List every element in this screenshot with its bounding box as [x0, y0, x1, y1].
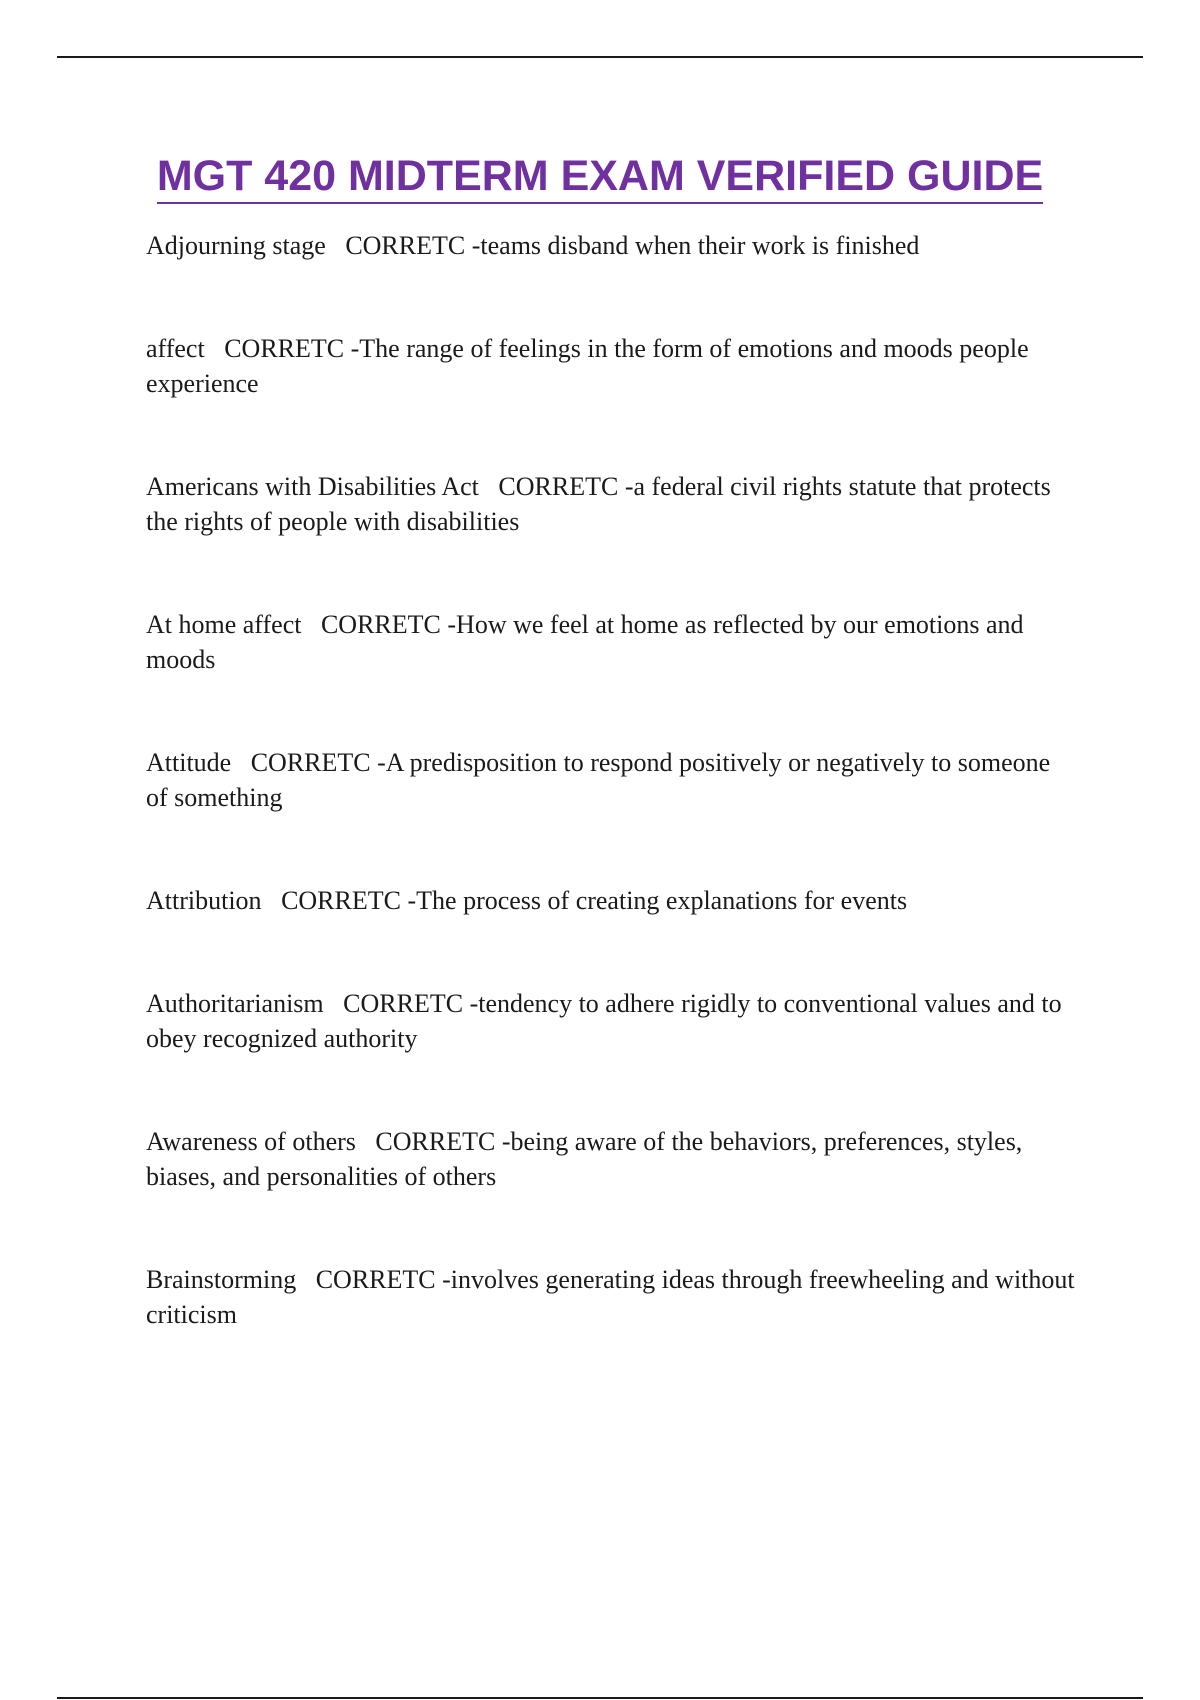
entry-marker: CORRETC — [250, 748, 371, 777]
entry-marker: CORRETC — [498, 472, 619, 501]
header-rule — [57, 56, 1143, 58]
entry-term: affect — [146, 334, 205, 363]
glossary-entry — [146, 745, 1076, 815]
entry-term: Attitude — [146, 748, 232, 777]
entry-marker: CORRETC — [320, 610, 441, 639]
entry-term: Americans with Disabilities Act — [146, 472, 479, 501]
entry-marker: CORRETC — [224, 334, 345, 363]
entry-definition: -being aware of the behaviors, preferences, styles, biases, and personalities of others — [146, 1127, 1023, 1191]
entry-marker: CORRETC — [345, 231, 466, 260]
entry-marker: CORRETC — [375, 1127, 496, 1156]
entry-term: Authoritarianism — [146, 989, 324, 1018]
glossary-entry — [146, 607, 1076, 677]
entry-term: Awareness of others — [146, 1127, 356, 1156]
title-container — [0, 150, 1200, 204]
glossary-entry — [146, 883, 1076, 918]
footer-rule — [57, 1697, 1143, 1699]
entry-definition: -How we feel at home as reflected by our emotions and moods — [146, 610, 1024, 674]
entry-term: At home affect — [146, 610, 302, 639]
glossary-entry — [146, 986, 1076, 1056]
entry-marker: CORRETC — [343, 989, 464, 1018]
entry-term: Brainstorming — [146, 1265, 297, 1294]
entry-definition: -involves generating ideas through freewheeling and without criticism — [146, 1265, 1075, 1329]
entry-term: Adjourning stage — [146, 231, 326, 260]
entry-definition: -tendency to adhere rigidly to conventional values and to obey recognized authority — [146, 989, 1062, 1053]
glossary-list — [146, 228, 1076, 1400]
glossary-entry — [146, 1262, 1076, 1332]
entry-definition: -a federal civil rights statute that protects the rights of people with disabilities — [146, 472, 1051, 536]
entry-definition: -A predisposition to respond positively or negatively to someone of something — [146, 748, 1051, 812]
entry-marker: CORRETC — [315, 1265, 436, 1294]
entry-term: Attribution — [146, 886, 262, 915]
glossary-entry — [146, 469, 1076, 539]
glossary-entry — [146, 331, 1076, 401]
glossary-entry — [146, 228, 1076, 263]
entry-definition: -The process of creating explanations for events — [407, 886, 908, 915]
glossary-entry — [146, 1124, 1076, 1194]
entry-marker: CORRETC — [281, 886, 401, 915]
entry-definition: -The range of feelings in the form of emotions and moods people experience — [146, 334, 1029, 398]
document-title: MGT 420 MIDTERM EXAM VERIFIED GUIDE — [157, 150, 1043, 204]
entry-definition: -teams disband when their work is finished — [471, 231, 920, 260]
